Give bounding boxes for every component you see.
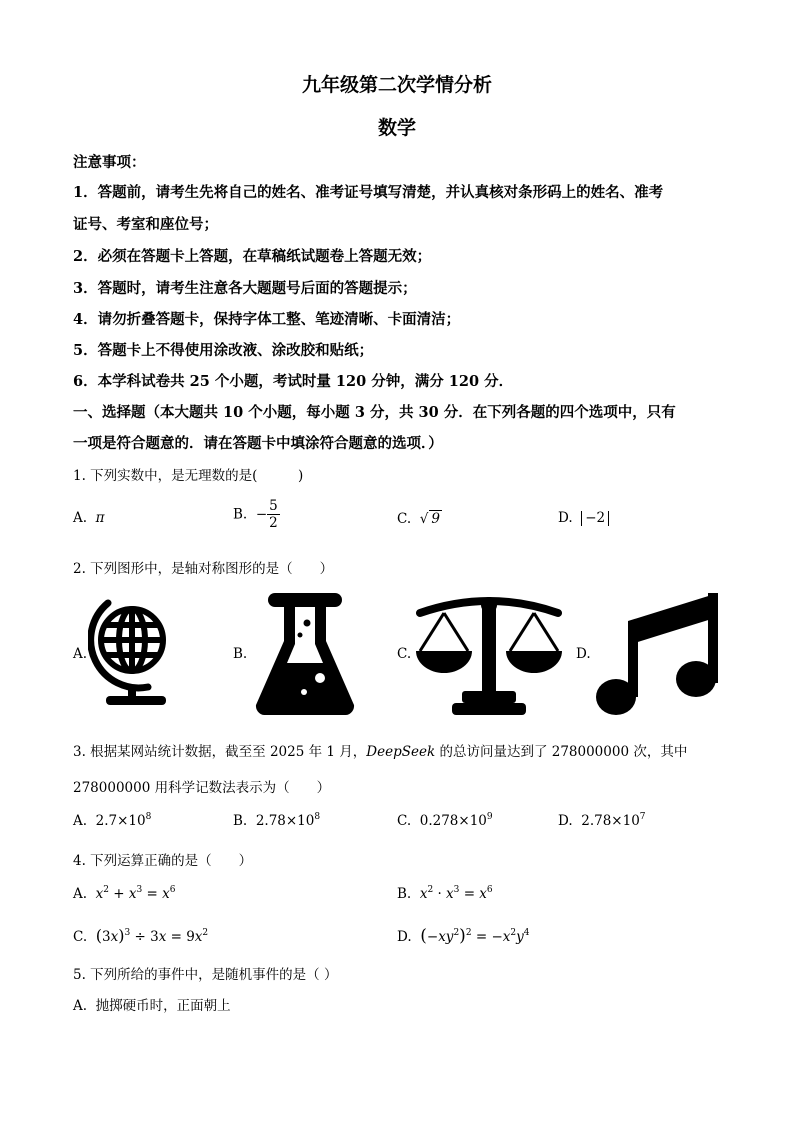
q3-option-b-exp: 8 bbox=[314, 812, 321, 822]
question-5-stem: 5. 下列所给的事件中，是随机事件的是（ ） bbox=[73, 967, 338, 983]
q4-option-c-expression: $(3x)^3 \div 3x = 9x^2$ bbox=[95, 926, 209, 945]
q4-option-d-expression: $(-xy^2)^2 = -x^2y^4$ bbox=[420, 926, 530, 946]
q3-stem-pre: 3. 根据某网站统计数据，截至至 2025 年 1 月， bbox=[73, 744, 367, 760]
exam-subject: 数学 bbox=[377, 117, 416, 139]
q1-option-d-label: D. bbox=[558, 510, 573, 526]
section-1-heading-line-1: 一、选择题（本大题共 10 个小题，每小题 3 分，共 30 分．在下列各题的四个选项中，只有 bbox=[73, 404, 676, 421]
question-4-stem: 4. 下列运算正确的是（ ） bbox=[73, 853, 253, 869]
sqrt-icon: √ bbox=[419, 511, 429, 527]
q1-option-c[interactable] bbox=[397, 510, 442, 527]
q4-option-b-label: B. bbox=[397, 886, 412, 902]
q3-option-c-exp: 9 bbox=[486, 812, 493, 822]
q3-option-d[interactable] bbox=[558, 813, 646, 829]
q3-option-b[interactable] bbox=[233, 813, 320, 829]
scale-icon bbox=[414, 591, 564, 717]
q4-option-d[interactable] bbox=[397, 926, 530, 946]
q5-option-a-label: A. bbox=[73, 998, 88, 1014]
q3-option-a[interactable] bbox=[73, 813, 151, 829]
q3-option-a-coef: 2.7×10 bbox=[95, 813, 146, 829]
q4-option-b[interactable] bbox=[397, 886, 493, 902]
q5-option-a-text: 抛掷硬币时，正面朝上 bbox=[95, 998, 231, 1014]
q4-option-c-label: C. bbox=[73, 929, 88, 945]
q1-option-a-value: π bbox=[95, 510, 105, 526]
flask-icon bbox=[252, 591, 358, 717]
q2-option-c-label[interactable]: C. bbox=[397, 646, 412, 662]
note-item-4: 4．请勿折叠答题卡，保持字体工整、笔迹清晰、卡面清洁； bbox=[73, 311, 461, 328]
q2-option-d-label[interactable]: D. bbox=[576, 646, 591, 662]
q1-option-a-label: A. bbox=[73, 510, 88, 526]
question-2-stem: 2. 下列图形中，是轴对称图形的是（ ） bbox=[73, 561, 334, 577]
q3-option-c[interactable] bbox=[397, 813, 493, 829]
notes-heading: 注意事项： bbox=[73, 154, 146, 171]
q3-option-c-label: C. bbox=[397, 813, 412, 829]
q3-option-b-label: B. bbox=[233, 813, 248, 829]
globe-icon bbox=[88, 595, 178, 711]
music-note-icon bbox=[596, 591, 722, 719]
q4-option-b-expression: $x^2 \cdot x^3 = x^6$ bbox=[419, 885, 493, 902]
q3-option-d-exp: 7 bbox=[639, 812, 646, 822]
q4-option-c[interactable] bbox=[73, 926, 208, 945]
q1-option-b-numerator: 5 bbox=[269, 498, 278, 514]
q2-option-b-label[interactable]: B. bbox=[233, 646, 248, 662]
exam-title: 九年级第二次学情分析 bbox=[301, 74, 492, 96]
q2-option-a-label[interactable]: A. bbox=[73, 646, 88, 662]
q3-option-a-label: A. bbox=[73, 813, 88, 829]
q1-option-a[interactable] bbox=[73, 510, 105, 526]
q1-option-b-sign: − bbox=[255, 506, 268, 523]
q1-option-d[interactable] bbox=[558, 510, 609, 526]
q3-option-a-exp: 8 bbox=[145, 812, 152, 822]
note-item-5: 5．答题卡上不得使用涂改液、涂改胶和贴纸； bbox=[73, 342, 374, 359]
q3-stem-brand: DeepSeek bbox=[366, 744, 436, 760]
q5-option-a[interactable] bbox=[73, 994, 231, 1014]
q1-option-b-fraction bbox=[267, 498, 280, 531]
q1-option-c-label: C. bbox=[397, 511, 412, 527]
q4-option-a-expression: $x^2 + x^3 = x^6$ bbox=[95, 885, 176, 902]
q3-stem-post: 的总访问量达到了 278000000 次，其中 bbox=[435, 744, 688, 760]
question-1-stem: 1. 下列实数中，是无理数的是( ) bbox=[73, 468, 304, 484]
section-1-heading-line-2: 一项是符合题意的．请在答题卡中填涂符合题意的选项．） bbox=[73, 435, 443, 452]
q1-option-d-value: −2 bbox=[581, 511, 609, 526]
q3-option-d-coef: 2.78×10 bbox=[581, 813, 640, 829]
note-item-1-line-1: 1．答题前，请考生先将自己的姓名、准考证号填写清楚，并认真核对条形码上的姓名、准考 bbox=[73, 184, 664, 201]
note-item-1-line-2: 证号、考室和座位号； bbox=[73, 216, 218, 233]
q1-option-b[interactable] bbox=[233, 498, 280, 531]
q1-option-c-radicand: 9 bbox=[431, 511, 440, 527]
q3-option-b-coef: 2.78×10 bbox=[255, 813, 315, 829]
q4-option-a-label: A. bbox=[73, 886, 88, 902]
q1-option-b-denominator: 2 bbox=[269, 515, 278, 532]
q4-option-a[interactable] bbox=[73, 886, 176, 902]
question-3-stem-line-2: 278000000 用科学记数法表示为（ ） bbox=[73, 780, 331, 796]
note-item-6: 6．本学科试卷共 25 个小题，考试时量 120 分钟，满分 120 分． bbox=[73, 373, 514, 390]
note-item-2: 2．必须在答题卡上答题，在草稿纸试题卷上答题无效； bbox=[73, 248, 432, 265]
q4-option-d-label: D. bbox=[397, 929, 412, 945]
q3-option-d-label: D. bbox=[558, 813, 573, 829]
q3-option-c-coef: 0.278×10 bbox=[419, 813, 487, 829]
q1-option-b-label: B. bbox=[233, 506, 248, 523]
question-3-stem-line-1 bbox=[73, 740, 687, 760]
note-item-3: 3．答题时，请考生注意各大题题号后面的答题提示； bbox=[73, 280, 417, 297]
